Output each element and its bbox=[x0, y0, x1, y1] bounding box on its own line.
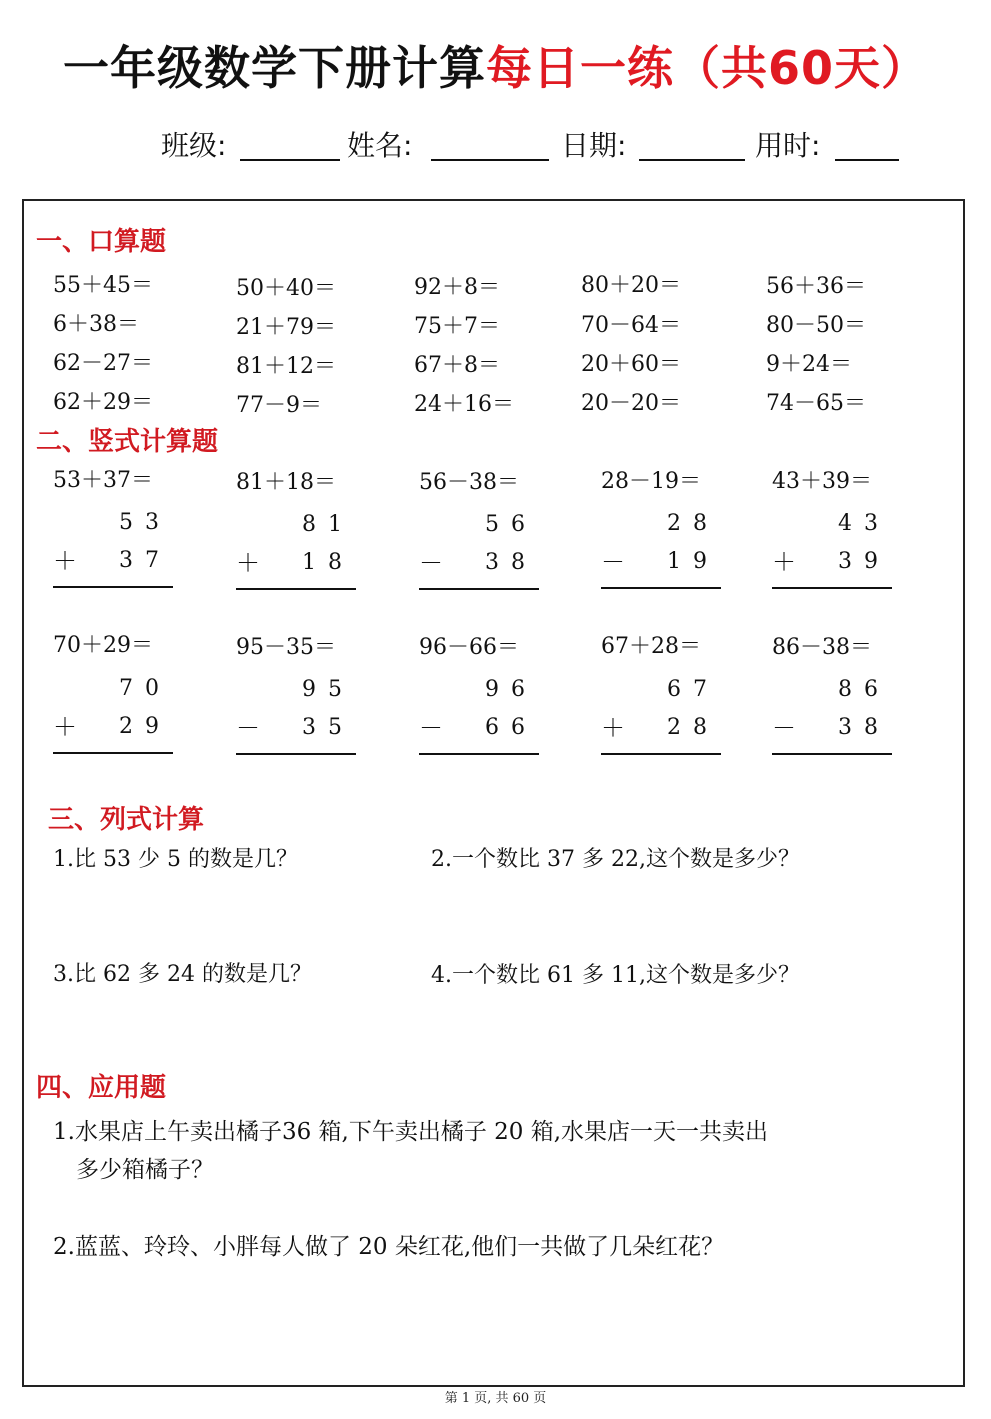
oral-item: 20＋60＝ bbox=[581, 352, 681, 377]
oral-item: 70－64＝ bbox=[581, 313, 681, 338]
vertical-equation: 43＋39＝ bbox=[772, 469, 872, 494]
list-calc-question-2: 2.一个数比 37 多 22,这个数是多少？ bbox=[431, 847, 800, 872]
oral-item: 20－20＝ bbox=[581, 391, 681, 416]
oral-item: 6＋38＝ bbox=[53, 312, 139, 337]
digit: 2 bbox=[119, 714, 133, 739]
answer-line[interactable] bbox=[601, 753, 721, 755]
vertical-calc bbox=[419, 510, 541, 590]
digit: 6 bbox=[511, 715, 525, 740]
operator-sign: ＋ bbox=[53, 547, 77, 575]
section-vertical-title: 二、竖式计算题 bbox=[36, 427, 219, 457]
operator-sign: － bbox=[236, 714, 260, 742]
oral-item: 80＋20＝ bbox=[581, 273, 681, 298]
digit: 5 bbox=[485, 512, 499, 537]
name-blank[interactable] bbox=[431, 159, 549, 161]
vertical-calc bbox=[772, 509, 894, 589]
digit: 5 bbox=[328, 677, 342, 702]
vertical-calc bbox=[53, 674, 175, 754]
section-applied-title: 四、应用题 bbox=[36, 1073, 167, 1103]
info-line bbox=[0, 126, 991, 166]
class-label: 班级: bbox=[161, 129, 227, 162]
vertical-calc bbox=[601, 509, 723, 589]
digit: 3 bbox=[864, 511, 878, 536]
vertical-calc bbox=[236, 510, 358, 590]
list-calc-question-3: 3.比 62 多 24 的数是几？ bbox=[53, 962, 312, 987]
digit: 5 bbox=[119, 510, 133, 535]
digit: 3 bbox=[302, 715, 316, 740]
digit: 2 bbox=[667, 511, 681, 536]
vertical-calc bbox=[53, 508, 175, 588]
vertical-calc bbox=[772, 675, 894, 755]
oral-item: 62＋29＝ bbox=[53, 390, 153, 415]
vertical-equation: 67＋28＝ bbox=[601, 634, 701, 659]
digit: 7 bbox=[693, 677, 707, 702]
digit: 8 bbox=[511, 550, 525, 575]
answer-line[interactable] bbox=[601, 587, 721, 589]
digit: 3 bbox=[485, 550, 499, 575]
page-footer: 第 1 页, 共 60 页 bbox=[444, 1391, 547, 1406]
answer-line[interactable] bbox=[419, 753, 539, 755]
digit: 6 bbox=[485, 715, 499, 740]
vertical-calc bbox=[601, 675, 723, 755]
answer-line[interactable] bbox=[53, 586, 173, 588]
digit: 6 bbox=[864, 677, 878, 702]
digit: 7 bbox=[119, 676, 133, 701]
digit: 4 bbox=[838, 511, 852, 536]
digit: 8 bbox=[302, 512, 316, 537]
digit: 6 bbox=[511, 512, 525, 537]
page-title bbox=[0, 38, 991, 98]
answer-line[interactable] bbox=[236, 588, 356, 590]
vertical-equation: 28－19＝ bbox=[601, 469, 701, 494]
answer-line[interactable] bbox=[419, 588, 539, 590]
digit: 7 bbox=[145, 548, 159, 573]
oral-item: 24＋16＝ bbox=[414, 392, 514, 417]
digit: 3 bbox=[119, 548, 133, 573]
vertical-equation: 86－38＝ bbox=[772, 635, 872, 660]
oral-item: 62－27＝ bbox=[53, 351, 153, 376]
digit: 1 bbox=[302, 550, 316, 575]
digit: 2 bbox=[667, 715, 681, 740]
oral-item: 81＋12＝ bbox=[236, 354, 336, 379]
date-blank[interactable] bbox=[639, 159, 745, 161]
oral-item: 56＋36＝ bbox=[766, 274, 866, 299]
oral-item: 55＋45＝ bbox=[53, 273, 153, 298]
name-label: 姓名: bbox=[347, 129, 413, 162]
time-label: 用时: bbox=[755, 129, 821, 162]
oral-item: 77－9＝ bbox=[236, 393, 322, 418]
oral-item: 50＋40＝ bbox=[236, 276, 336, 301]
class-blank[interactable] bbox=[240, 159, 340, 161]
section-list-calc-title: 三、列式计算 bbox=[48, 805, 205, 835]
digit: 3 bbox=[838, 549, 852, 574]
operator-sign: ＋ bbox=[601, 714, 625, 742]
digit: 8 bbox=[693, 511, 707, 536]
vertical-equation: 81＋18＝ bbox=[236, 470, 336, 495]
digit: 5 bbox=[328, 715, 342, 740]
answer-line[interactable] bbox=[236, 753, 356, 755]
operator-sign: － bbox=[601, 548, 625, 576]
oral-item: 75＋7＝ bbox=[414, 314, 500, 339]
time-blank[interactable] bbox=[835, 159, 899, 161]
vertical-equation: 56－38＝ bbox=[419, 470, 519, 495]
digit: 1 bbox=[667, 549, 681, 574]
operator-sign: ＋ bbox=[236, 549, 260, 577]
operator-sign: ＋ bbox=[53, 713, 77, 741]
applied-problem-1-line-2: 多少箱橘子？ bbox=[76, 1157, 214, 1183]
digit: 3 bbox=[838, 715, 852, 740]
digit: 8 bbox=[328, 550, 342, 575]
oral-item: 92＋8＝ bbox=[414, 275, 500, 300]
list-calc-question-1: 1.比 53 少 5 的数是几？ bbox=[53, 847, 298, 872]
title-main: 一年级数学下册计算 bbox=[62, 41, 486, 95]
digit: 9 bbox=[302, 677, 316, 702]
operator-sign: － bbox=[419, 714, 443, 742]
digit: 3 bbox=[145, 510, 159, 535]
digit: 9 bbox=[145, 714, 159, 739]
date-label: 日期: bbox=[561, 129, 627, 162]
digit: 8 bbox=[864, 715, 878, 740]
oral-item: 9＋24＝ bbox=[766, 352, 852, 377]
oral-item: 21＋79＝ bbox=[236, 315, 336, 340]
vertical-equation: 95－35＝ bbox=[236, 635, 336, 660]
answer-line[interactable] bbox=[772, 587, 892, 589]
digit: 6 bbox=[667, 677, 681, 702]
vertical-calc bbox=[236, 675, 358, 755]
section-oral-title: 一、口算题 bbox=[36, 227, 167, 257]
digit: 9 bbox=[485, 677, 499, 702]
vertical-equation: 96－66＝ bbox=[419, 635, 519, 660]
oral-item: 67＋8＝ bbox=[414, 353, 500, 378]
digit: 9 bbox=[864, 549, 878, 574]
operator-sign: － bbox=[419, 549, 443, 577]
answer-line[interactable] bbox=[53, 752, 173, 754]
digit: 9 bbox=[693, 549, 707, 574]
vertical-calc bbox=[419, 675, 541, 755]
answer-line[interactable] bbox=[772, 753, 892, 755]
oral-item: 74－65＝ bbox=[766, 391, 866, 416]
vertical-equation: 53＋37＝ bbox=[53, 468, 153, 493]
title-highlight: 每日一练（共60天） bbox=[485, 41, 928, 95]
operator-sign: － bbox=[772, 714, 796, 742]
vertical-equation: 70＋29＝ bbox=[53, 633, 153, 658]
digit: 8 bbox=[693, 715, 707, 740]
oral-item: 80－50＝ bbox=[766, 313, 866, 338]
digit: 6 bbox=[511, 677, 525, 702]
list-calc-question-4: 4.一个数比 61 多 11,这个数是多少？ bbox=[431, 963, 800, 988]
digit: 0 bbox=[145, 676, 159, 701]
operator-sign: ＋ bbox=[772, 548, 796, 576]
digit: 8 bbox=[838, 677, 852, 702]
applied-problem-2: 2.蓝蓝、玲玲、小胖每人做了 20 朵红花,他们一共做了几朵红花？ bbox=[53, 1234, 725, 1260]
digit: 1 bbox=[328, 512, 342, 537]
applied-problem-1-line-1: 1.水果店上午卖出橘子36 箱,下午卖出橘子 20 箱,水果店一天一共卖出 bbox=[53, 1119, 769, 1145]
